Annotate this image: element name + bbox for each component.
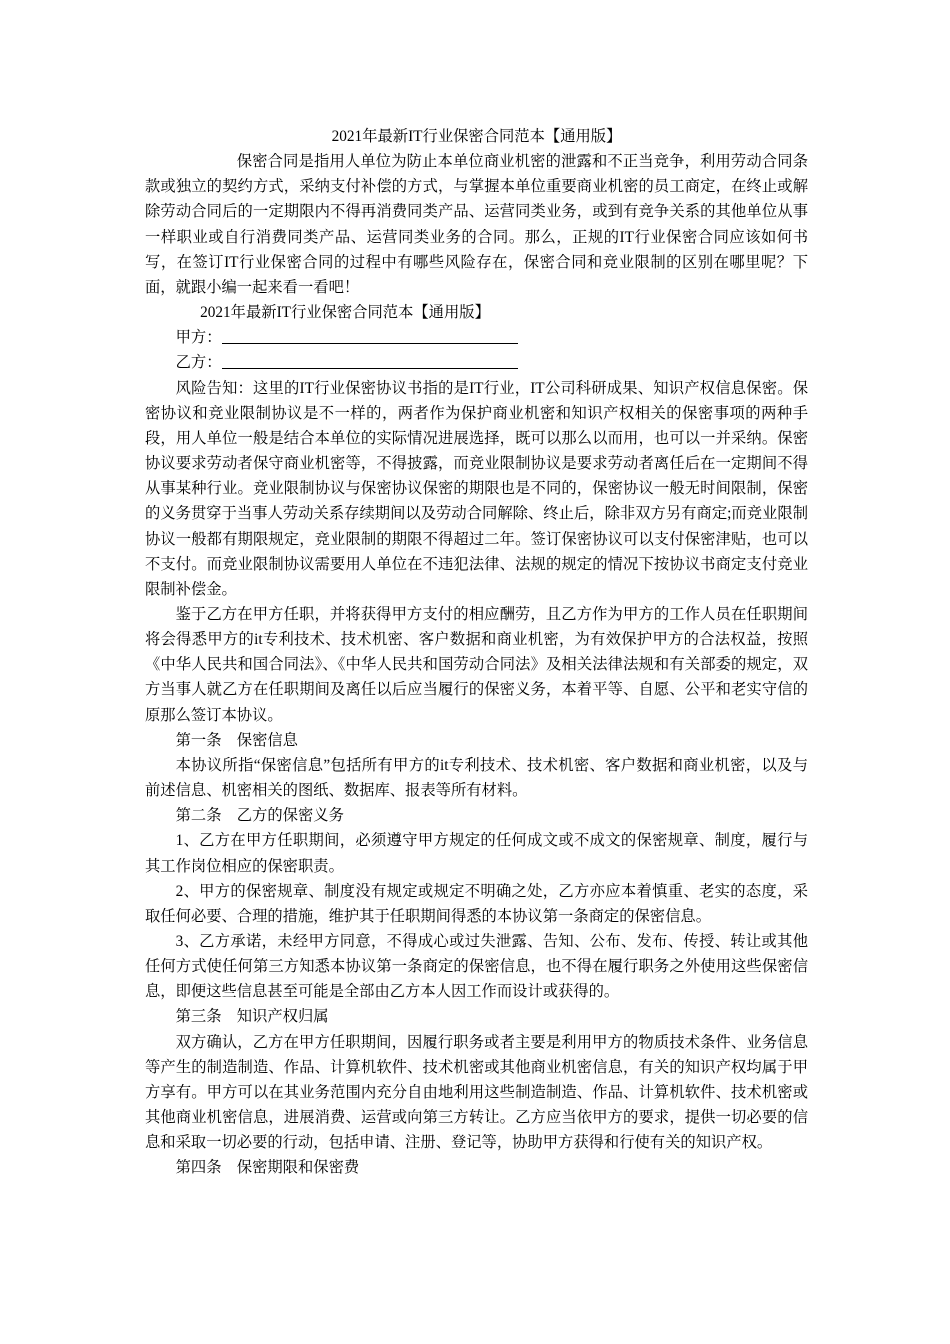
party-a-label: 甲方： (175, 329, 222, 347)
article-1-title: 第一条 保密信息 (175, 731, 298, 749)
article-3-body: 双方确认，乙方在甲方任职期间，因履行职务或者主要是利用甲方的物质技术条件、业务信息等产生的制造制造、作品、计算机软件、技术机密或其他商业机密信息，有关的知识产权均属于甲方享有。甲方可以在其业务范围内充分自由地利用这些制造制造、作品、计算机软件、技术机密或其他商业机密信息，进展消费、运营或向第三方转让。乙方应当依甲方的要求，提供一切必要的信息和采取一切必要的行动，包括申请、注册、登记等，协助甲方获得和行使有关的知识产权。 (145, 1033, 808, 1152)
article-3-title: 第三条 知识产权归属 (175, 1008, 329, 1026)
article-2-item-2: 2、甲方的保密规章、制度没有规定或规定不明确之处，乙方亦应本着慎重、老实的态度，采取任何必要、合理的措施，维护其于任职期间得悉的本协议第一条商定的保密信息。 (145, 882, 808, 925)
party-b-label: 乙方： (175, 354, 222, 372)
party-a-blank (222, 327, 518, 344)
document-page (145, 124, 808, 1181)
article-2-item-1: 1、乙方在甲方任职期间，必须遵守甲方规定的任何成文或不成文的保密规章、制度，履行与其工作岗位相应的保密职责。 (145, 832, 808, 875)
document-subtitle: 2021年最新IT行业保密合同范本【通用版】 (200, 304, 490, 322)
risk-notice-paragraph: 风险告知：这里的IT行业保密协议书指的是IT行业，IT公司科研成果、知识产权信息保密。保密协议和竞业限制协议是不一样的，两者作为保护商业机密和知识产权相关的保密事项的两种手段，用人单位一般是结合本单位的实际情况进展选择，既可以那么以而用，也可以一并采纳。保密协议要求劳动者保守商业机密等，不得披露，而竞业限制协议是要求劳动者离任后在一定期间不得从事某种行业。竞业限制协议与保密协议保密的期限也是不同的，保密协议一般无时间限制，保密的义务贯穿于当事人劳动关系存续期间以及劳动合同解除、终止后，除非双方另有商定;而竞业限制协议一般都有期限规定，竞业限制的期限不得超过二年。签订保密协议可以支付保密津贴，也可以不支付。而竞业限制协议需要用人单位在不违犯法律、法规的规定的情况下按协议书商定支付竞业限制补偿金。 (145, 379, 808, 598)
article-2-item-3: 3、乙方承诺，未经甲方同意，不得成心或过失泄露、告知、公布、发布、传授、转让或其他任何方式使任何第三方知悉本协议第一条商定的保密信息，也不得在履行职务之外使用这些保密信息，即便这些信息甚至可能是全部由乙方本人因工作而设计或获得的。 (145, 933, 808, 1001)
article-2-title: 第二条 乙方的保密义务 (175, 807, 344, 825)
party-a-line (145, 325, 808, 350)
article-4-title: 第四条 保密期限和保密费 (175, 1159, 360, 1177)
article-1-body: 本协议所指“保密信息”包括所有甲方的it专利技术、技术机密、客户数据和商业机密，以及与前述信息、机密相关的图纸、数据库、报表等所有材料。 (145, 756, 808, 800)
party-b-line (145, 350, 808, 375)
party-b-blank (222, 352, 518, 369)
document-title: 2021年最新IT行业保密合同范本【通用版】 (331, 128, 622, 145)
preamble-paragraph: 鉴于乙方在甲方任职，并将获得甲方支付的相应酬劳，且乙方作为甲方的工作人员在任职期间将会得悉甲方的it专利技术、技术机密、客户数据和商业机密，为有效保护甲方的合法权益，按照《中华人民共和国合同法》、《中华人民共和国劳动合同法》及相关法律法规和有关部委的规定，双方当事人就乙方在任职期间及离任以后应当履行的保密义务，本着平等、自愿、公平和老实守信的原那么签订本协议。 (145, 605, 808, 724)
intro-paragraph: 保密合同是指用人单位为防止本单位商业机密的泄露和不正当竞争，利用劳动合同条款或独立的契约方式，采纳支付补偿的方式，与掌握本单位重要商业机密的员工商定，在终止或解除劳动合同后的一定期限内不得再消费同类产品、运营同类业务，或到有竞争关系的其他单位从事一样职业或自行消费同类产品、运营同类业务的合同。那么，正规的IT行业保密合同应该如何书写，在签订IT行业保密合同的过程中有哪些风险存在，保密合同和竞业限制的区别在哪里呢？下面，就跟小编一起来看一看吧！ (145, 153, 808, 296)
